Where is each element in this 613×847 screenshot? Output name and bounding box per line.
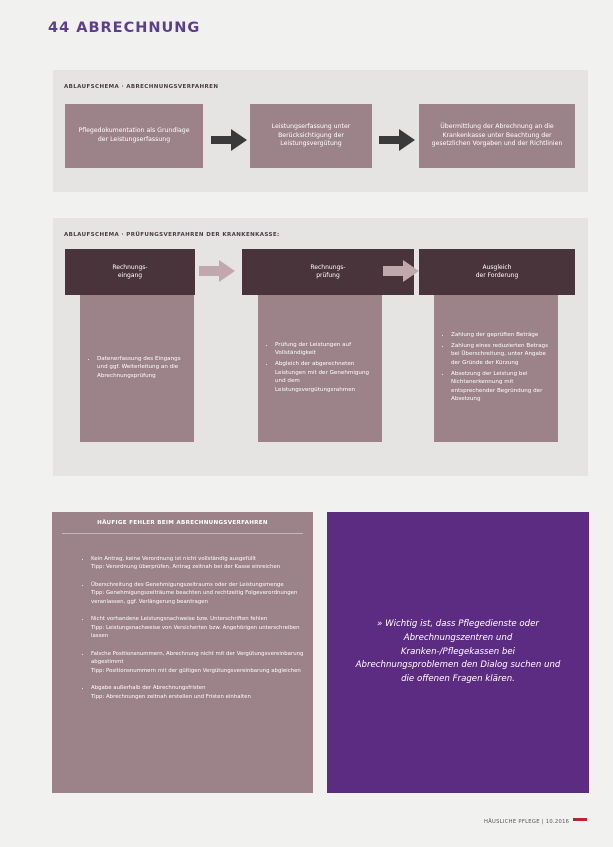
audit-card-check [258, 295, 382, 442]
billing-flow-title: ABLAUFSCHEMA · ABRECHNUNGSVERFAHREN [64, 84, 219, 90]
common-errors-list [82, 538, 306, 719]
audit-card-receipt [80, 295, 194, 442]
audit-header-check: Rechnungs- prüfung [242, 249, 414, 295]
billing-step-2: Leistungserfassung unter Berücksichtigung der Leistungsvergütung [250, 104, 372, 168]
arrow-right-icon [211, 129, 247, 151]
billing-flow-panel [53, 70, 588, 192]
list-item: • Zahlung eines reduzierten Betrags bei Überschreitung, unter Angabe der Gründe der Kürzung [451, 342, 550, 368]
audit-card-settlement [434, 295, 558, 442]
list-item: • Abgleich der abgerechneten Leistungen mit der Genehmigung und dem Leistungsvergütungsrahmen [275, 360, 374, 395]
audit-header-receipt: Rechnungs- eingang [65, 249, 195, 295]
page-title: 44 ABRECHNUNG [48, 20, 201, 36]
billing-step-1: Pflegedokumentation als Grundlage der Leistungserfassung [65, 104, 203, 168]
audit-flow-panel [53, 218, 588, 476]
list-item: • Überschreitung des Genehmigungszeitraums oder der Leistungsmenge Tipp: Genehmigungszeiträume beachten und rechtzeitig Folgeverordnungen veranlassen, ggf. Verlängerung beantragen [91, 581, 306, 606]
list-item: • Falsche Positionsnummern, Abrechnung nicht mit der Vergütungsvereinbarung abgestimmt Tipp: Positionsnummern mit der gültigen Vergütungsvereinbarung abgleichen [91, 650, 306, 675]
list-item: • Kein Antrag, keine Verordnung ist nicht vollständig ausgefüllt Tipp: Verordnung überprüfen, Antrag zeitnah bei der Kasse einreichen [91, 555, 306, 572]
arrow-right-icon [379, 129, 415, 151]
common-errors-divider [62, 533, 303, 534]
list-item: • Abgabe außerhalb der Abrechnungsfristen Tipp: Abrechnungen zeitnah erstellen und Fristen einhalten [91, 684, 306, 701]
audit-flow-title: ABLAUFSCHEMA · PRÜFUNGSVERFAHREN DER KRANKENKASSE: [64, 232, 280, 238]
list-item: • Absetzung der Leistung bei Nichtanerkennung mit entsprechender Begründung der Absetzung [451, 370, 550, 405]
list-item: • Zahlung der geprüften Beträge [451, 331, 550, 340]
billing-step-3: Übermittlung der Abrechnung an die Krankenkasse unter Beachtung der gesetzlichen Vorgaben und der Richtlinien [419, 104, 575, 168]
quote-text: » Wichtig ist, dass Pflegedienste oder Abrechnungszentren und Kranken-/Pflegekassen bei Abrechnungsproblemen den Dialog suchen und die offenen Fragen klären. [355, 618, 561, 685]
footer-accent-bar [573, 818, 587, 821]
quote-box [327, 512, 589, 793]
common-errors-title: HÄUFIGE FEHLER BEIM ABRECHNUNGSVERFAHREN [97, 520, 268, 526]
list-item: • Datenerfassung des Eingangs und ggf. Weiterleitung an die Abrechnungsprüfung [97, 355, 186, 381]
arrow-right-icon [383, 260, 419, 282]
list-item: • Prüfung der Leistungen auf Vollständigkeit [275, 341, 374, 358]
page-footer: HÄUSLICHE PFLEGE | 10.2016 [484, 819, 570, 825]
arrow-right-icon [199, 260, 235, 282]
common-errors-box [52, 512, 313, 793]
audit-header-settlement: Ausgleich der Forderung [419, 249, 575, 295]
list-item: • Nicht vorhandene Leistungsnachweise bzw. Unterschriften fehlen Tipp: Leistungsnachweise von Versicherten bzw. Angehörigen unterschreiben lassen [91, 615, 306, 640]
